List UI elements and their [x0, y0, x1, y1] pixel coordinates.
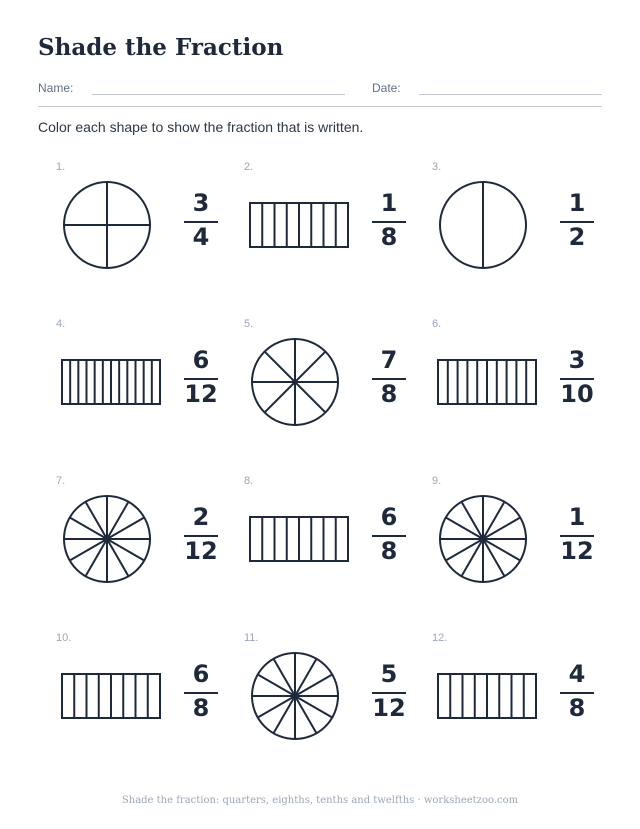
fraction-label — [184, 185, 218, 255]
fraction-circle[interactable] — [437, 179, 529, 271]
fraction-label — [372, 499, 406, 569]
fraction-rectangle[interactable] — [248, 201, 350, 249]
page-title: Shade the Fraction — [38, 34, 284, 61]
fraction-circle[interactable] — [249, 336, 341, 428]
fraction-denominator: 8 — [380, 223, 398, 251]
circle-division-line — [295, 382, 325, 412]
fraction-numerator: 1 — [380, 189, 398, 217]
fraction-denominator: 8 — [568, 694, 586, 722]
problem-3 — [414, 161, 598, 301]
problem-number: 10. — [56, 632, 72, 644]
fraction-numerator: 4 — [568, 660, 586, 688]
fraction-denominator: 12 — [184, 380, 218, 408]
fraction-denominator: 8 — [192, 694, 210, 722]
fraction-numerator: 1 — [568, 189, 586, 217]
fraction-denominator: 12 — [372, 694, 406, 722]
problem-5 — [226, 318, 410, 458]
fraction-label — [560, 342, 594, 412]
date-label: Date: — [372, 81, 401, 95]
date-field-line[interactable] — [419, 94, 602, 95]
fraction-rectangle[interactable] — [436, 672, 538, 720]
fraction-numerator: 3 — [192, 189, 210, 217]
fraction-numerator: 5 — [380, 660, 398, 688]
fraction-circle[interactable] — [61, 179, 153, 271]
problem-number: 3. — [432, 161, 442, 173]
fraction-denominator: 12 — [184, 537, 218, 565]
fraction-denominator: 8 — [380, 537, 398, 565]
problem-4 — [38, 318, 222, 458]
problem-6 — [414, 318, 598, 458]
fraction-label — [184, 342, 218, 412]
fraction-label — [184, 656, 218, 726]
problem-number: 12. — [432, 632, 448, 644]
name-label: Name: — [38, 81, 74, 95]
footer: Shade the fraction: quarters, eighths, tenths and twelfths · worksheetzoo.com — [121, 795, 519, 806]
fraction-label — [560, 499, 594, 569]
fraction-numerator: 2 — [192, 503, 210, 531]
problem-8 — [226, 475, 410, 615]
circle-division-line — [265, 352, 295, 382]
problem-12 — [414, 632, 598, 772]
problem-number: 1. — [56, 161, 66, 173]
problem-number: 5. — [244, 318, 254, 330]
problem-number: 6. — [432, 318, 442, 330]
problem-11 — [226, 632, 410, 772]
problem-number: 7. — [56, 475, 66, 487]
fraction-denominator: 12 — [560, 537, 594, 565]
fraction-numerator: 1 — [568, 503, 586, 531]
fraction-rectangle[interactable] — [60, 672, 162, 720]
fraction-rectangle[interactable] — [60, 358, 162, 406]
problem-number: 8. — [244, 475, 254, 487]
fraction-numerator: 6 — [192, 660, 210, 688]
fraction-numerator: 6 — [380, 503, 398, 531]
problem-2 — [226, 161, 410, 301]
fraction-label — [184, 499, 218, 569]
fraction-numerator: 6 — [192, 346, 210, 374]
instructions: Color each shape to show the fraction that is written. — [38, 119, 364, 135]
circle-division-line — [295, 352, 325, 382]
header-divider — [38, 106, 602, 107]
fraction-denominator: 4 — [192, 223, 210, 251]
problem-number: 11. — [244, 632, 259, 644]
fraction-denominator: 10 — [560, 380, 594, 408]
problem-10 — [38, 632, 222, 772]
fraction-numerator: 7 — [380, 346, 398, 374]
fraction-label — [372, 185, 406, 255]
fraction-label — [560, 656, 594, 726]
problem-1 — [38, 161, 222, 301]
problem-number: 9. — [432, 475, 442, 487]
fraction-rectangle[interactable] — [436, 358, 538, 406]
problem-number: 2. — [244, 161, 254, 173]
fraction-denominator: 2 — [568, 223, 586, 251]
problem-number: 4. — [56, 318, 66, 330]
fraction-label — [560, 185, 594, 255]
fraction-circle[interactable] — [249, 650, 341, 742]
fraction-label — [372, 656, 406, 726]
fraction-label — [372, 342, 406, 412]
problem-7 — [38, 475, 222, 615]
circle-division-line — [265, 382, 295, 412]
fraction-denominator: 8 — [380, 380, 398, 408]
fraction-circle[interactable] — [437, 493, 529, 585]
fraction-numerator: 3 — [568, 346, 586, 374]
problem-9 — [414, 475, 598, 615]
name-field-line[interactable] — [92, 94, 345, 95]
fraction-circle[interactable] — [61, 493, 153, 585]
fraction-rectangle[interactable] — [248, 515, 350, 563]
